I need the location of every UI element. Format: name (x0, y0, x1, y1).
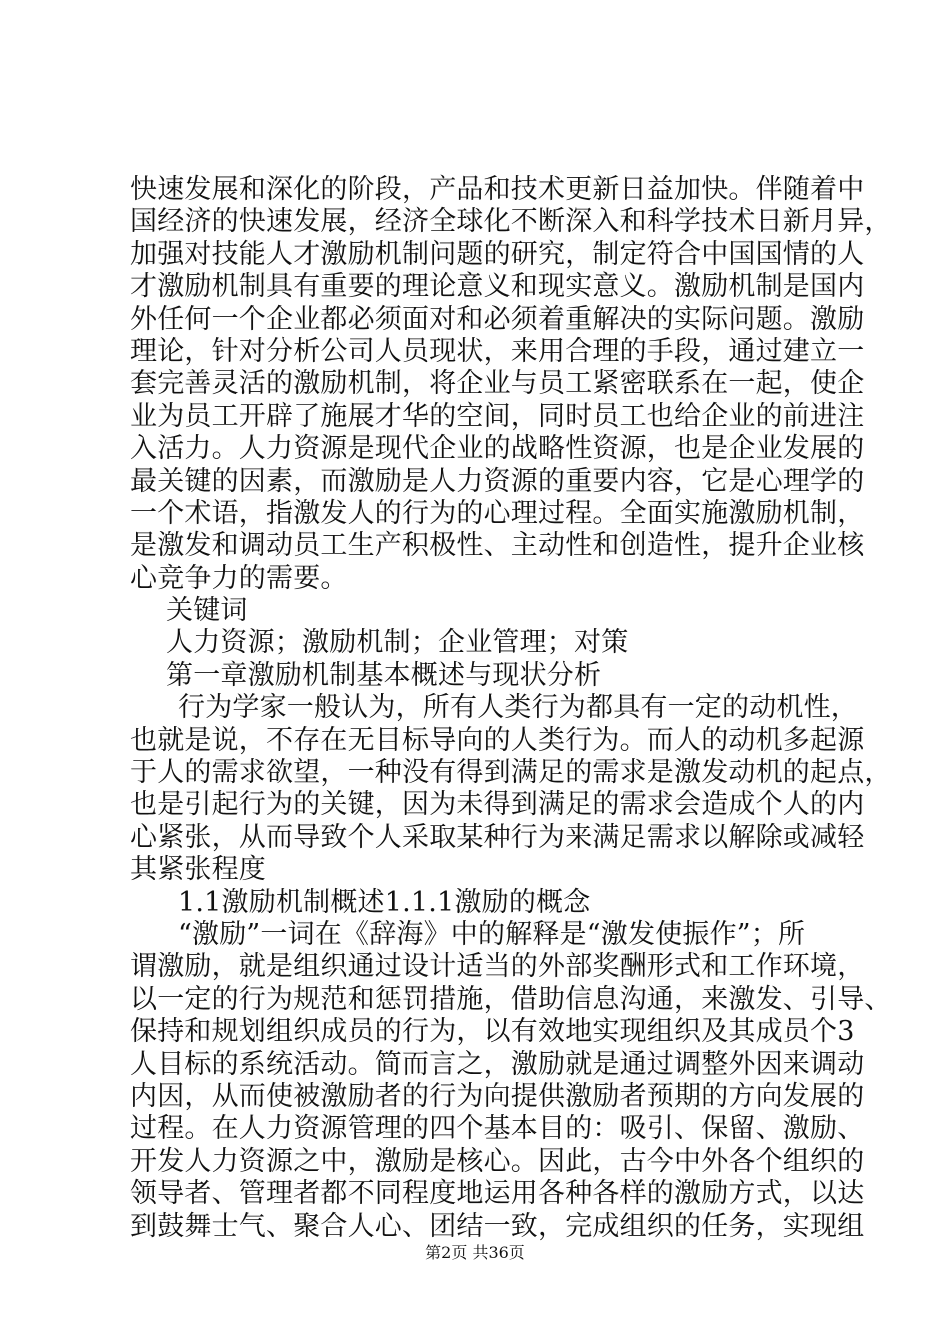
keywords-text: 人力资源；激励机制；企业管理；对策 (166, 627, 629, 659)
paragraph-2-line: 心紧张，从而导致个人采取某种行为来满足需求以解除或减轻 (130, 821, 865, 853)
paragraph-3-line: 领导者、管理者都不同程度地运用各种各样的激励方式，以达 (130, 1178, 865, 1210)
section-heading: 1.1激励机制概述1.1.1激励的概念 (178, 886, 591, 918)
paragraph-3-line: 过程。在人力资源管理的四个基本目的：吸引、保留、激励、 (130, 1113, 865, 1145)
paragraph-3-line: 保持和规划组织成员的行为，以有效地实现组织及其成员个3 (130, 1016, 855, 1048)
paragraph-1-line: 业为员工开辟了施展才华的空间，同时员工也给企业的前进注 (130, 400, 865, 432)
paragraph-1-line: 理论，针对分析公司人员现状，来用合理的手段，通过建立一 (130, 335, 865, 367)
paragraph-3-line: 人目标的系统活动。简而言之，激励就是通过调整外因来调动 (130, 1048, 865, 1080)
chapter-heading: 第一章激励机制基本概述与现状分析 (166, 659, 602, 691)
paragraph-3-line: 开发人力资源之中，激励是核心。因此，古今中外各个组织的 (130, 1145, 865, 1177)
paragraph-2-line: 行为学家一般认为，所有人类行为都具有一定的动机性， (178, 692, 858, 724)
paragraph-1-line: 外任何一个企业都必须面对和必须着重解决的实际问题。激励 (130, 303, 865, 335)
paragraph-3-line: “激励”一词在《辞海》中的解释是“激发使振作”；所 (178, 918, 806, 950)
paragraph-1-line: 最关键的因素，而激励是人力资源的重要内容，它是心理学的 (130, 465, 865, 497)
paragraph-2-line: 其紧张程度 (130, 854, 266, 886)
paragraph-3-line: 谓激励，就是组织通过设计适当的外部奖酬形式和工作环境， (130, 951, 865, 983)
paragraph-1-line: 一个术语，指激发人的行为的心理过程。全面实施激励机制， (130, 497, 865, 529)
paragraph-1-line: 套完善灵活的激励机制，将企业与员工紧密联系在一起，使企 (130, 368, 865, 400)
paragraph-2-line: 也是引起行为的关键，因为未得到满足的需求会造成个人的内 (130, 789, 865, 821)
paragraph-2-line: 于人的需求欲望，一种没有得到满足的需求是激发动机的起点， (130, 757, 892, 789)
page-footer: 第2页 共36页 (425, 1243, 525, 1262)
paragraph-1-line: 加强对技能人才激励机制问题的研究，制定符合中国国情的人 (130, 238, 865, 270)
paragraph-1-line: 入活力。人力资源是现代企业的战略性资源，也是企业发展的 (130, 433, 865, 465)
paragraph-2-line: 也就是说，不存在无目标导向的人类行为。而人的动机多起源 (130, 724, 865, 756)
keywords-heading: 关键词 (166, 595, 248, 627)
paragraph-1-line: 国经济的快速发展，经济全球化不断深入和科学技术日新月异， (130, 206, 892, 238)
paragraph-1-line: 快速发展和深化的阶段，产品和技术更新日益加快。伴随着中 (130, 174, 865, 205)
paragraph-1-line: 才激励机制具有重要的理论意义和现实意义。激励机制是国内 (130, 271, 865, 303)
paragraph-3-line: 到鼓舞士气、聚合人心、团结一致，完成组织的任务，实现组 (130, 1210, 865, 1242)
paragraph-1-line: 是激发和调动员工生产积极性、主动性和创造性，提升企业核 (130, 530, 865, 562)
paragraph-1-line: 心竞争力的需要。 (130, 562, 348, 594)
paragraph-3-line: 内因，从而使被激励者的行为向提供激励者预期的方向发展的 (130, 1080, 865, 1112)
document-body (130, 174, 892, 1243)
paragraph-3-line: 以一定的行为规范和惩罚措施，借助信息沟通，来激发、引导、 (130, 983, 892, 1015)
